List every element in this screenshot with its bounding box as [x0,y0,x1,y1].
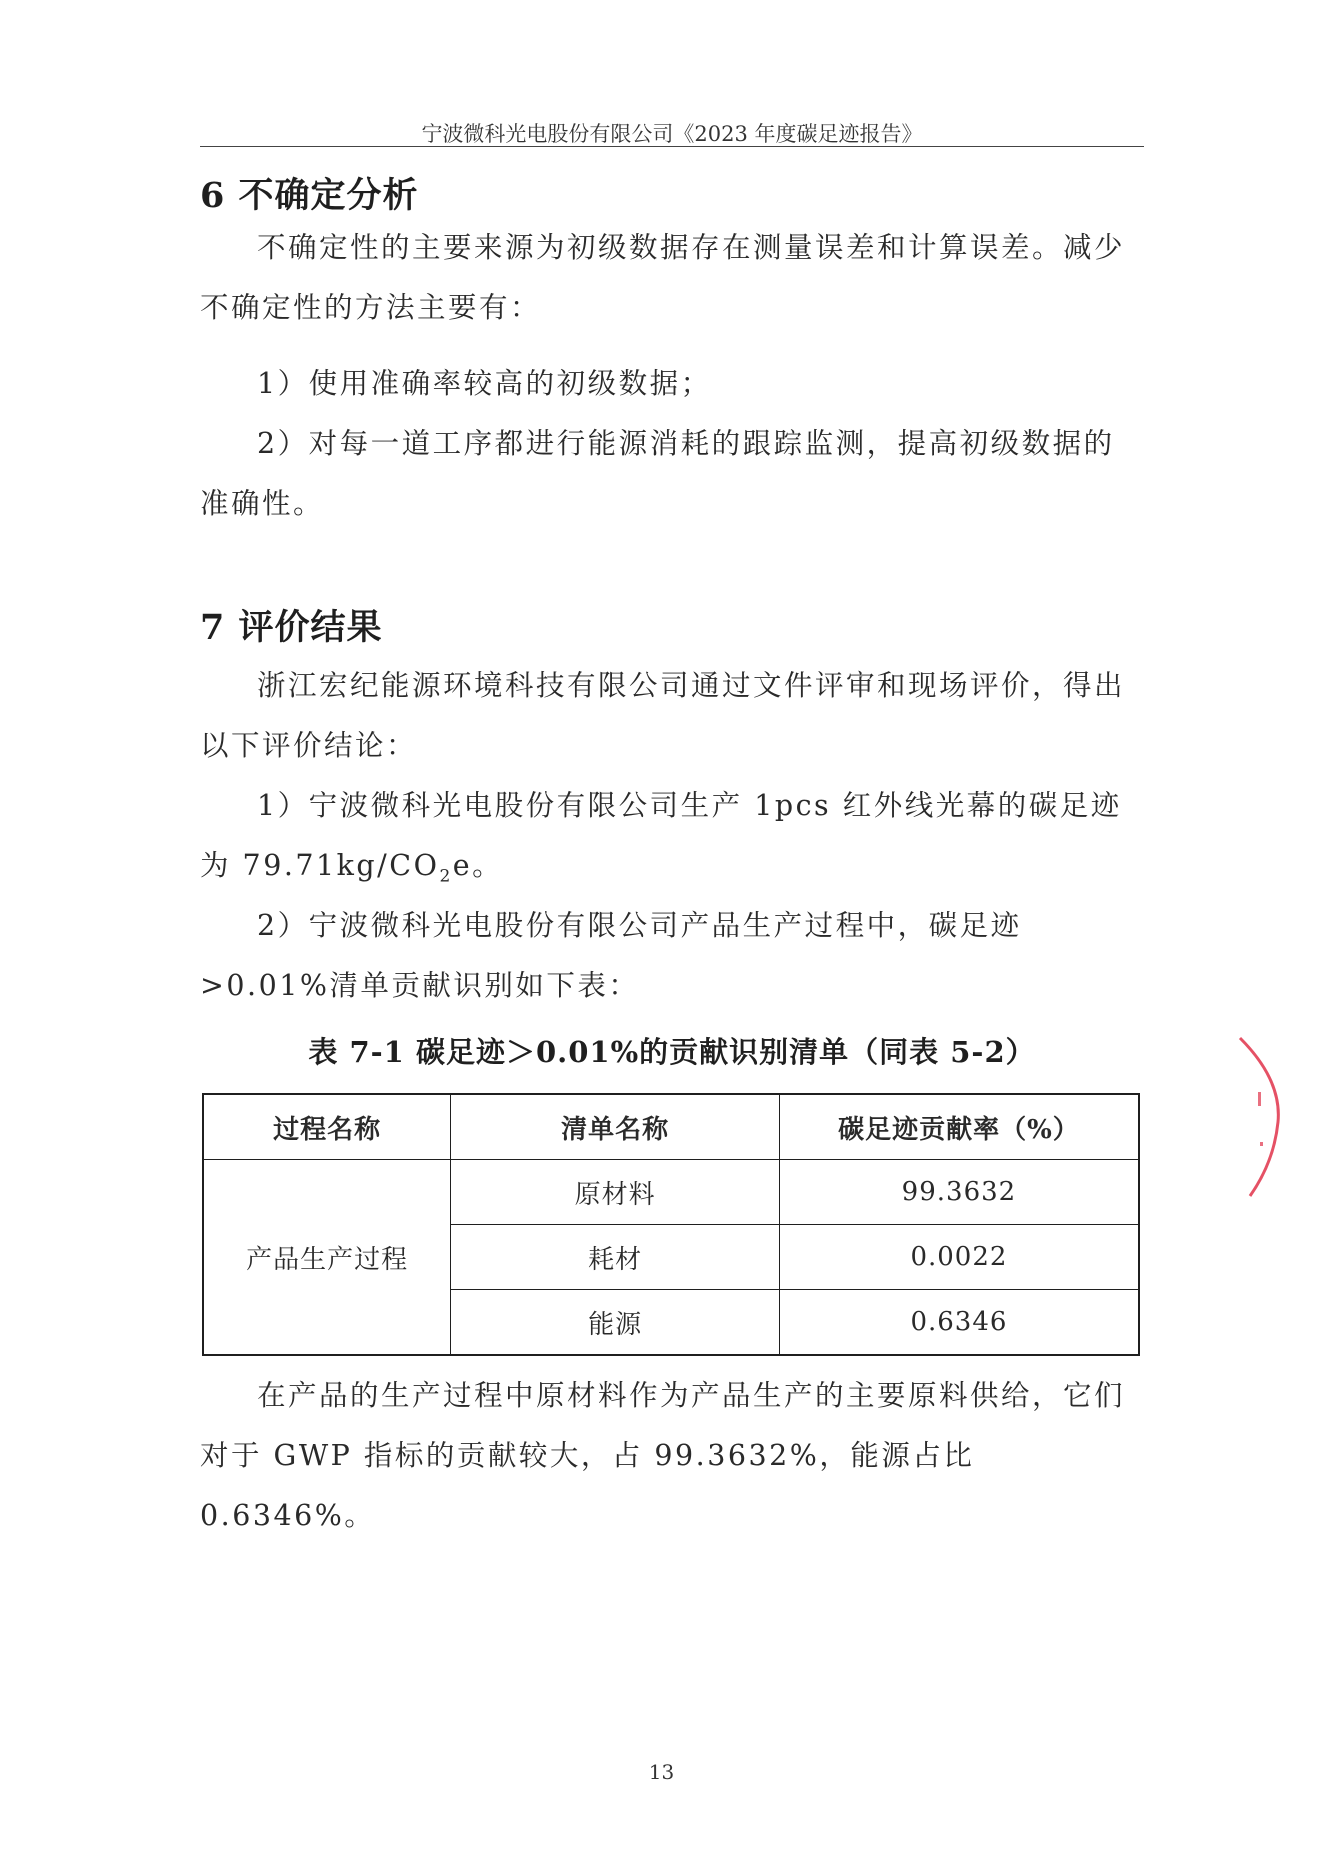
section-6-item-2: 2）对每一道工序都进行能源消耗的跟踪监测，提高初级数据的准确性。 [200,427,1115,520]
inventory-cell: 耗材 [451,1225,780,1290]
page-number: 13 [648,1760,675,1784]
header-rule [200,146,1144,147]
inventory-cell: 能源 [451,1290,780,1356]
result-1-suffix: e。 [452,849,504,882]
process-cell: 产品生产过程 [203,1160,451,1356]
table-header-row [203,1094,1139,1160]
rate-cell: 99.3632 [779,1160,1139,1225]
contribution-table [202,1093,1140,1356]
header-inventory-name: 清单名称 [451,1094,780,1160]
header-contribution-rate: 碳足迹贡献率（%） [779,1094,1139,1160]
section-7-heading: 7 评价结果 [200,607,383,648]
rate-cell: 0.0022 [779,1225,1139,1290]
section-6-intro: 不确定性的主要来源为初级数据存在测量误差和计算误差。减少不确定性的方法主要有： [200,231,1126,324]
section-7-intro: 浙江宏纪能源环境科技有限公司通过文件评审和现场评价，得出以下评价结论： [200,669,1126,762]
section-7-result-1 [200,776,1144,907]
section-6-item-1: 1）使用准确率较高的初级数据； [257,367,712,400]
section-6-heading: 6 不确定分析 [200,175,419,216]
inventory-cell: 原材料 [451,1160,780,1225]
section-7-conclusion: 在产品的生产过程中原材料作为产品生产的主要原料供给，它们对于 GWP 指标的贡献较大，占 99.3632%，能源占比 0.6346%。 [200,1379,1126,1532]
table-row [203,1160,1139,1225]
table-caption: 表 7-1 碳足迹＞0.01%的贡献识别清单（同表 5-2） [308,1035,1036,1069]
result-1-subscript: 2 [439,866,453,887]
rate-cell: 0.6346 [779,1290,1139,1356]
header-process-name: 过程名称 [203,1094,451,1160]
result-1-text: 1）宁波微科光电股份有限公司生产 1pcs 红外线光幕的碳足迹为 79.71kg/CO [200,789,1122,882]
seal-stamp-fragment [1230,1030,1290,1200]
section-7-result-2: 2）宁波微科光电股份有限公司产品生产过程中，碳足迹>0.01%清单贡献识别如下表： [200,909,1022,1002]
running-header: 宁波微科光电股份有限公司《2023 年度碳足迹报告》 [421,122,923,146]
